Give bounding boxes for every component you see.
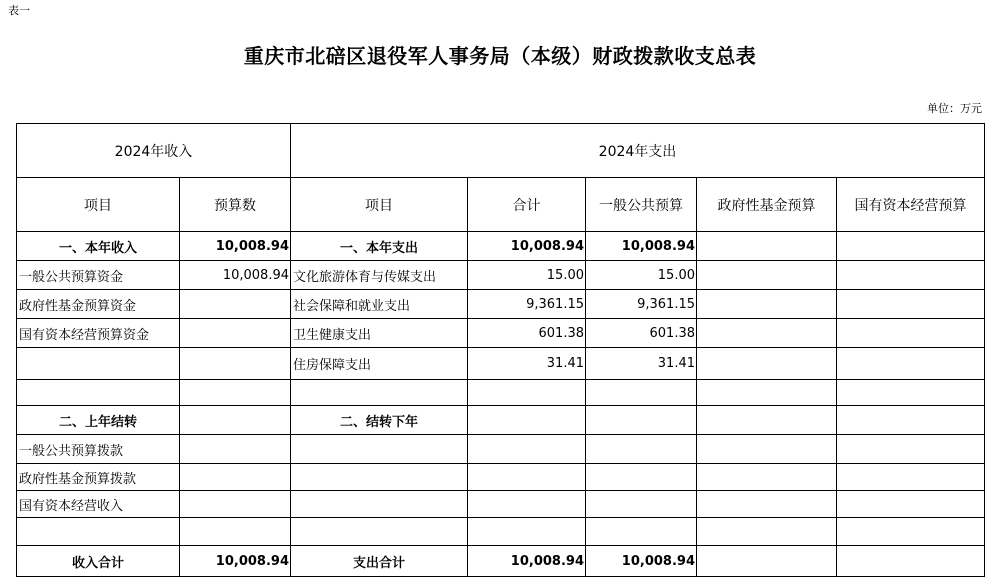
table-cell bbox=[697, 435, 837, 464]
budget-summary-table bbox=[16, 123, 985, 577]
table-cell: 15.00 bbox=[468, 261, 586, 290]
table-cell: 二、上年结转 bbox=[17, 406, 180, 435]
table-cell: 政府性基金预算资金 bbox=[17, 290, 180, 319]
table-cell bbox=[291, 518, 468, 546]
group-header-row bbox=[17, 124, 985, 178]
table-cell: 支出合计 bbox=[291, 546, 468, 577]
table-cell bbox=[586, 380, 697, 406]
table-cell bbox=[697, 406, 837, 435]
table-cell bbox=[291, 491, 468, 518]
table-cell bbox=[180, 464, 291, 491]
table-cell bbox=[697, 261, 837, 290]
table-cell: 收入合计 bbox=[17, 546, 180, 577]
table-cell bbox=[180, 290, 291, 319]
table-cell bbox=[837, 518, 985, 546]
table-cell bbox=[586, 464, 697, 491]
table-cell: 二、结转下年 bbox=[291, 406, 468, 435]
table-cell: 一般公共预算资金 bbox=[17, 261, 180, 290]
table-cell bbox=[586, 435, 697, 464]
table-cell: 10,008.94 bbox=[468, 546, 586, 577]
table-row bbox=[17, 491, 985, 518]
table-cell bbox=[468, 435, 586, 464]
table-cell: 社会保障和就业支出 bbox=[291, 290, 468, 319]
table-row bbox=[17, 261, 985, 290]
table-cell bbox=[837, 491, 985, 518]
table-cell: 9,361.15 bbox=[468, 290, 586, 319]
column-header: 预算数 bbox=[180, 178, 291, 232]
table-cell: 10,008.94 bbox=[468, 232, 586, 261]
column-header: 政府性基金预算 bbox=[697, 178, 837, 232]
table-cell: 31.41 bbox=[586, 348, 697, 380]
table-cell bbox=[697, 232, 837, 261]
table-cell bbox=[837, 546, 985, 577]
table-cell: 10,008.94 bbox=[586, 232, 697, 261]
table-cell: 国有资本经营收入 bbox=[17, 491, 180, 518]
table-cell bbox=[291, 435, 468, 464]
table-cell: 31.41 bbox=[468, 348, 586, 380]
table-cell: 10,008.94 bbox=[586, 546, 697, 577]
table-cell: 卫生健康支出 bbox=[291, 319, 468, 348]
table-row bbox=[17, 348, 985, 380]
column-header: 一般公共预算 bbox=[586, 178, 697, 232]
table-cell bbox=[697, 348, 837, 380]
table-cell: 一、本年收入 bbox=[17, 232, 180, 261]
column-header: 项目 bbox=[17, 178, 180, 232]
table-cell bbox=[180, 348, 291, 380]
table-cell bbox=[468, 464, 586, 491]
table-cell: 一、本年支出 bbox=[291, 232, 468, 261]
table-cell bbox=[291, 464, 468, 491]
table-cell bbox=[468, 406, 586, 435]
table-row bbox=[17, 464, 985, 491]
table-cell bbox=[17, 518, 180, 546]
table-cell bbox=[697, 380, 837, 406]
table-cell: 9,361.15 bbox=[586, 290, 697, 319]
page-title: 重庆市北碚区退役军人事务局（本级）财政拨款收支总表 bbox=[243, 44, 757, 68]
table-cell bbox=[837, 261, 985, 290]
table-body bbox=[17, 124, 985, 577]
table-cell bbox=[697, 518, 837, 546]
table-cell bbox=[697, 491, 837, 518]
expense-group-header: 2024年支出 bbox=[291, 124, 985, 178]
table-cell bbox=[468, 518, 586, 546]
table-cell bbox=[291, 380, 468, 406]
table-cell bbox=[697, 290, 837, 319]
table-cell: 10,008.94 bbox=[180, 261, 291, 290]
table-number-note: 表一 bbox=[8, 4, 30, 17]
table-cell bbox=[837, 435, 985, 464]
table-cell bbox=[837, 290, 985, 319]
table-cell: 政府性基金预算拨款 bbox=[17, 464, 180, 491]
table-cell bbox=[180, 518, 291, 546]
income-group-header: 2024年收入 bbox=[17, 124, 291, 178]
table-cell bbox=[468, 491, 586, 518]
table-cell: 一般公共预算拨款 bbox=[17, 435, 180, 464]
table-cell bbox=[17, 348, 180, 380]
table-cell: 住房保障支出 bbox=[291, 348, 468, 380]
table-row bbox=[17, 546, 985, 577]
table-row bbox=[17, 406, 985, 435]
table-row bbox=[17, 290, 985, 319]
column-header: 项目 bbox=[291, 178, 468, 232]
table-cell bbox=[837, 380, 985, 406]
table-cell bbox=[17, 380, 180, 406]
table-cell bbox=[586, 491, 697, 518]
table-cell bbox=[180, 491, 291, 518]
table-cell: 601.38 bbox=[586, 319, 697, 348]
table-cell bbox=[180, 380, 291, 406]
table-cell bbox=[837, 319, 985, 348]
table-cell: 10,008.94 bbox=[180, 232, 291, 261]
column-header: 合计 bbox=[468, 178, 586, 232]
table-cell: 15.00 bbox=[586, 261, 697, 290]
table-cell bbox=[697, 319, 837, 348]
table-row bbox=[17, 518, 985, 546]
table-cell bbox=[837, 348, 985, 380]
table-cell bbox=[180, 406, 291, 435]
table-row bbox=[17, 380, 985, 406]
table-cell: 10,008.94 bbox=[180, 546, 291, 577]
column-header: 国有资本经营预算 bbox=[837, 178, 985, 232]
table-row bbox=[17, 232, 985, 261]
table-row bbox=[17, 319, 985, 348]
table-cell bbox=[586, 406, 697, 435]
table-cell: 文化旅游体育与传媒支出 bbox=[291, 261, 468, 290]
table-row bbox=[17, 435, 985, 464]
table-cell: 国有资本经营预算资金 bbox=[17, 319, 180, 348]
table-cell bbox=[180, 319, 291, 348]
table-cell bbox=[180, 435, 291, 464]
table-cell bbox=[468, 380, 586, 406]
table-cell bbox=[697, 464, 837, 491]
table-cell: 601.38 bbox=[468, 319, 586, 348]
unit-label: 单位：万元 bbox=[927, 102, 982, 115]
table-cell bbox=[837, 464, 985, 491]
table-cell bbox=[697, 546, 837, 577]
table-cell bbox=[837, 406, 985, 435]
column-header-row bbox=[17, 178, 985, 232]
table-cell bbox=[586, 518, 697, 546]
table-cell bbox=[837, 232, 985, 261]
